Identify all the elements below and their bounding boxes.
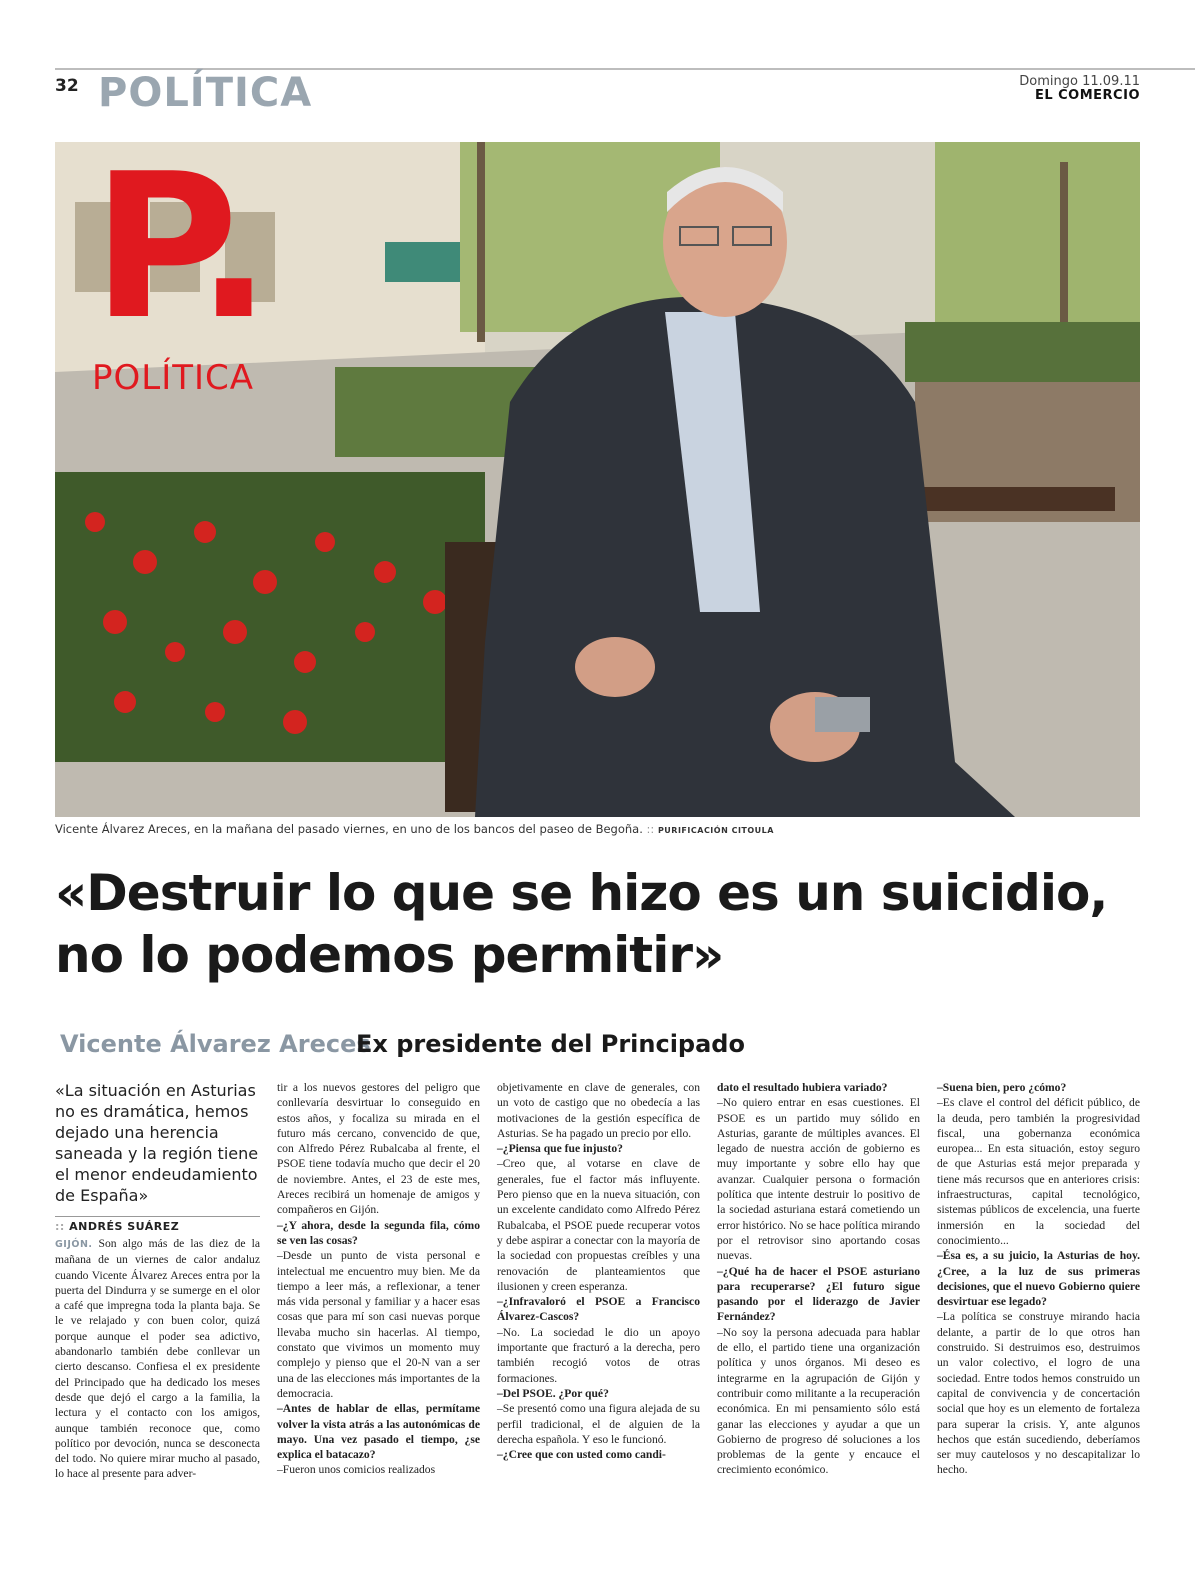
interview-question: –Del PSOE. ¿Por qué? [497, 1386, 609, 1400]
interviewee-role: Ex presidente del Principado [356, 1030, 745, 1058]
interview-answer: –No soy la persona adecuada para hablar de ello, el partido tiene una organización política y unos órganos. Mi deseo es integrarme en la agrupación de Gijón y contribuir como militante a la recuperación económica. En mi pensamiento sólo está ganar las elecciones y ayudar a que un Gobierno de progreso dé soluciones a los problemas de la gente y encauce el crecimiento económico. [717, 1325, 920, 1477]
article-text: tir a los nuevos gestores del peligro que conllevaría desvirtuar lo conseguido en estos años, y focaliza su mirada en el futuro más cercano, convencido de que, con Alfredo Pérez Rubalcaba al frente, el PSOE tiene todavía mucho que decir el 20 de noviembre. Antes, el 23 de este mes, Areces recibirá un homenaje de amigos y compañeros en Gijón. [277, 1081, 480, 1217]
issue-date: Domingo 11.09.11 [1019, 74, 1140, 89]
article-column-4 [717, 1080, 920, 1478]
article-column-5 [937, 1080, 1140, 1478]
interview-question: –Ésa es, a su juicio, la Asturias de hoy. ¿Cree, a la luz de sus primeras decisiones, que el nuevo Gobierno quiere desvirtuar ese legado? [937, 1249, 1140, 1309]
interview-question: –Antes de hablar de ellas, permítame volver la vista atrás a las autonómicas de mayo. Una vez pasado el tiempo, ¿se explica el batacazo? [277, 1402, 480, 1462]
interview-answer: –Es clave el control del déficit público, de la deuda, pero también la progresividad fiscal, una gobernanza económica europea... En esta situación, estoy seguro de que Asturias está mejor preparada y tiene más recursos que en anteriores crisis: infraestructuras, capital tecnológico, sistemas públicos de excelencia, una fuerte inmersión en la sociedad del conocimiento... [937, 1096, 1140, 1247]
headline: «Destruir lo que se hizo es un suicidio, no lo podemos permitir» [55, 864, 1108, 984]
interviewee-name: Vicente Álvarez Areces [60, 1030, 371, 1058]
photo-caption [55, 822, 774, 836]
interview-question: –¿Piensa que fue injusto? [497, 1142, 623, 1156]
section-logo-label: POLÍTICA [92, 358, 255, 398]
article-column-2 [277, 1080, 480, 1478]
article-column-1 [55, 1236, 260, 1482]
section-logo-letter: P. [92, 131, 266, 364]
interview-answer: –Creo que, al votarse en clave de generales, fue el factor más influyente. Pero pienso que en la nueva situación, con un excelente candidato como Alfredo Pérez Rubalcaba, el PSOE puede recuperar votos y debe aspirar a conectar con la mayoría de la sociedad con propuestas creíbles y una renovación de planteamientos que ilusionen y creen esperanza. [497, 1157, 700, 1293]
newspaper-name: EL COMERCIO [1034, 88, 1140, 103]
interview-answer: –No quiero entrar en esas cuestiones. El PSOE es un partido muy sólido en Asturias, garante de múltiples avances. El legado de nuestra acción de gobierno es muy importante y sobre ello hay que avanzar. Cualquier persona o formación política que intente destruir lo positivo de la sociedad asturiana estará cometiendo un error histórico. No se hace política mirando por el retrovisor sino aportando cosas nuevas. [717, 1096, 920, 1263]
interview-answer: objetivamente en clave de generales, con un voto de castigo que no obedecía a las motivaciones de la gestión específica de Asturias. Se ha pagado un precio por ello. [497, 1081, 700, 1140]
section-title: POLÍTICA [98, 70, 313, 116]
caption-separator: :: [646, 822, 655, 836]
article-text: Son algo más de las diez de la mañana de un viernes de calor andaluz cuando Vicente Álvarez Areces entra por la puerta del Dindurra y se sumerge en el olor a café que impregna toda la planta baja. Se le ve relajado y con buen color, quizá porque aunque el poder sea adictivo, abandonarlo también debe conllevar un cierto descanso. Confiesa el ex presidente del Principado que ha dedicado los meses desde que dejó el cargo a la familia, la lectura y el contacto con los amigos, aunque también reconoce que, como político por devoción, nunca se desconecta del todo. No quiere mirar mucho al pasado, lo hace al presente para adver- [55, 1237, 260, 1481]
interview-question: –¿Infravaloró el PSOE a Francisco Álvarez-Cascos? [497, 1295, 700, 1324]
interview-answer: –No. La sociedad le dio un apoyo importante que fracturó a la derecha, pero también recogió votos de otras formaciones. [497, 1325, 700, 1385]
interview-answer: –Se presentó como una figura alejada de su perfil tradicional, el de alguien de la derecha española. Y eso le funcionó. [497, 1402, 700, 1446]
author-prefix: :: [55, 1220, 65, 1233]
photo-credit: PURIFICACIÓN CITOULA [657, 826, 774, 835]
interview-question: –¿Qué ha de hacer el PSOE asturiano para recuperarse? ¿El futuro sigue pasando por el liderazgo de Javier Fernández? [717, 1264, 920, 1324]
interview-question: –¿Y ahora, desde la segunda fila, cómo se ven las cosas? [277, 1218, 480, 1247]
interview-question: dato el resultado hubiera variado? [717, 1081, 888, 1094]
pull-quote: «La situación en Asturias no es dramática, hemos dejado una herencia saneada y la región tiene el menor endeudamiento de España» [55, 1081, 259, 1205]
interview-question: –Suena bien, pero ¿cómo? [937, 1081, 1067, 1094]
page-number: 32 [55, 76, 79, 96]
interview-answer: –Fueron unos comicios realizados [277, 1463, 436, 1477]
author-byline [55, 1216, 260, 1233]
interview-answer: –Desde un punto de vista personal e intelectual me encuentro muy bien. Me da tiempo a leer más, a reflexionar, a tener más vida personal y familiar y a hacer esas cosas que para mí son casi nuevas porque llevaba mucho sin hacerlas. Al tiempo, constato que vivimos un momento muy complejo y pienso que el 20-N van a ser una de las elecciones más importantes de la democracia. [277, 1249, 480, 1400]
dateline-city: GIJÓN. [55, 1239, 93, 1250]
article-column-3 [497, 1080, 700, 1462]
caption-text: Vicente Álvarez Areces, en la mañana del pasado viernes, en uno de los bancos del paseo de Begoña. [55, 822, 643, 836]
interview-answer: –La política se construye mirando hacia delante, a partir de lo que otros han construido. Si destruimos eso, destruimos un valor colectivo, el logro de una sociedad. Entre todos hemos construido un capital de convivencia y de concertación social que hoy es un elemento de fortaleza para superar la crisis. Y, ante algunos hechos que están sucediendo, deberíamos ser muy cautelosos y no descapitalizar lo hecho. [937, 1310, 1140, 1477]
author-name: ANDRÉS SUÁREZ [69, 1220, 180, 1233]
interview-question: –¿Cree que con usted como candi- [497, 1448, 666, 1462]
